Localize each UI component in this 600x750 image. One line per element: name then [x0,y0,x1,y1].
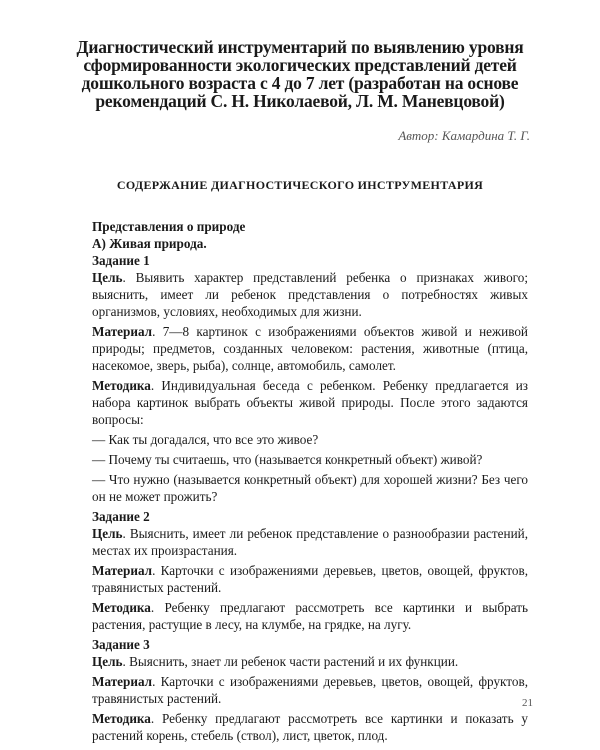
task2-label: Задание 2 [92,509,150,524]
task1-goal-label: Цель [92,270,123,285]
task3-goal [92,653,528,670]
task2-method-label: Методика [92,600,151,615]
task1-question-2: — Почему ты считаешь, что (называется конкретный объект) живой? [92,452,483,467]
task1-method [92,377,528,428]
task3-material-label: Материал [92,674,153,689]
task3-material [92,673,528,707]
subsection-text: А) Живая природа [92,236,204,251]
task1-material-text: . 7—8 картинок с изображениями объектов живой и неживой природы; предметов, созданных человеком: растения, животные (птица, насекомое, зверь, рыба), солнце, автомобиль, самолет. [92,324,528,373]
subsection-title: А) Живая природа. [92,236,207,251]
task1-question-3: — Что нужно (называется конкретный объект) для хорошей жизни? Без чего он не может прожить? [92,472,528,504]
task2-method [92,599,528,633]
task1-question-1: — Как ты догадался, что все это живое? [92,432,319,447]
task3-label: Задание 3 [92,637,150,652]
section-title: Представления о природе [92,219,246,234]
task1-material [92,323,528,374]
author-line: Автор: Камардина Т. Г. [398,128,530,143]
task3-method [92,710,528,744]
task2-goal-label: Цель [92,526,123,541]
task1-material-label: Материал [92,324,153,339]
task1-method-label: Методика [92,378,151,393]
task2-material [92,562,528,596]
page-number: 21 [522,697,533,709]
task3-goal-label: Цель [92,654,123,669]
task1-method-text: . Индивидуальная беседа с ребенком. Ребенку предлагается из набора картинок выбрать объекты живой природы. После этого задаются вопросы: [92,378,528,427]
task2-material-text: . Карточки с изображениями деревьев, цветов, овощей, фруктов, травянистых растений. [92,563,528,595]
task2-method-text: . Ребенку предлагают рассмотреть все картинки и выбрать растения, растущие в лесу, на клумбе, на грядке, на лугу. [92,600,528,632]
task1-label: Задание 1 [92,253,150,268]
task3-method-text: . Ребенку предлагают рассмотреть все картинки и показать у растений корень, стебель (ствол), лист, цветок, плод. [92,711,528,743]
document-body [92,218,528,744]
task1-goal [92,269,528,320]
task3-material-text: . Карточки с изображениями деревьев, цветов, овощей, фруктов, травянистых растений. [92,674,528,706]
task2-material-label: Материал [92,563,153,578]
task2-goal-text: . Выяснить, имеет ли ребенок представление о разнообразии растений, местах их произрастания. [92,526,528,558]
task2-goal [92,525,528,559]
document-title: Диагностический инструментарий по выявлению уровня сформированности экологических представлений детей дошкольного возраста с 4 до 7 лет (разработан на основе рекомендаций С. Н. Николаевой, Л. М. Маневцовой) [76,37,524,111]
section-heading: СОДЕРЖАНИЕ ДИАГНОСТИЧЕСКОГО ИНСТРУМЕНТАРИЯ [116,178,484,192]
task3-goal-text: . Выяснить, знает ли ребенок части растений и их функции. [122,654,459,669]
task1-goal-text: . Выявить характер представлений ребенка о признаках живого; выяснить, имеет ли ребенок представления о потребностях живых организмов, условиях, необходимых для жизни. [92,270,528,319]
task3-method-label: Методика [92,711,151,726]
